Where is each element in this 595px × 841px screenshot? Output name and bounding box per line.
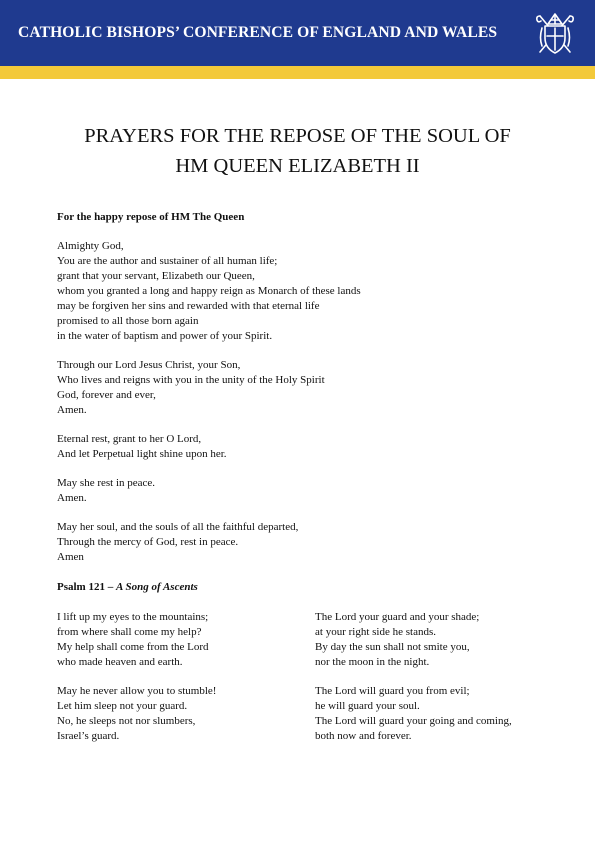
- prayer-line: Through the mercy of God, rest in peace.: [57, 536, 239, 548]
- prayer-line: Through our Lord Jesus Christ, your Son,: [57, 359, 241, 371]
- prayer-line: God, forever and ever,: [57, 389, 156, 401]
- psalm-heading: [57, 580, 198, 595]
- prayer-line: promised to all those born again: [57, 315, 199, 327]
- psalm-left-stanza-2: [57, 684, 216, 744]
- psalm-line: The Lord will guard your going and coming,: [315, 715, 512, 727]
- psalm-left-stanza-1: [57, 610, 209, 670]
- psalm-line: he will guard your soul.: [315, 700, 420, 712]
- psalm-line: Israel’s guard.: [57, 730, 120, 742]
- prayer-line: May she rest in peace.: [57, 477, 156, 489]
- prayer-stanza-2: [57, 358, 325, 418]
- document-title: [0, 121, 595, 181]
- psalm-line: I lift up my eyes to the mountains;: [57, 611, 209, 623]
- psalm-line: from where shall come my help?: [57, 626, 202, 638]
- psalm-heading-title: Psalm 121 –: [57, 581, 116, 593]
- psalm-right-stanza-2: [315, 684, 512, 744]
- prayer-line: And let Perpetual light shine upon her.: [57, 448, 227, 460]
- organization-name: CATHOLIC BISHOPS’ CONFERENCE OF ENGLAND AND WALES: [18, 24, 498, 41]
- psalm-line: at your right side he stands.: [315, 626, 436, 638]
- prayer-line: You are the author and sustainer of all human life;: [57, 255, 278, 267]
- prayer-stanza-3: [57, 432, 227, 462]
- prayer-line: grant that your servant, Elizabeth our Queen,: [57, 270, 255, 282]
- psalm-line: who made heaven and earth.: [57, 656, 183, 668]
- document-title-line-2: HM QUEEN ELIZABETH II: [175, 155, 420, 177]
- header-stripe: [0, 66, 595, 79]
- prayer-heading: For the happy repose of HM The Queen: [57, 211, 245, 223]
- psalm-line: My help shall come from the Lord: [57, 641, 209, 653]
- document-title-line-1: PRAYERS FOR THE REPOSE OF THE SOUL OF: [84, 125, 511, 147]
- psalm-line: nor the moon in the night.: [315, 656, 430, 668]
- psalm-line: No, he sleeps not nor slumbers,: [57, 715, 196, 727]
- prayer-line: May her soul, and the souls of all the faithful departed,: [57, 521, 299, 533]
- prayer-line: Almighty God,: [57, 240, 124, 252]
- psalm-line: May he never allow you to stumble!: [57, 685, 217, 697]
- prayer-stanza-4: [57, 476, 155, 506]
- psalm-line: Let him sleep not your guard.: [57, 700, 188, 712]
- prayer-line: Amen: [57, 551, 84, 563]
- prayer-stanza-5: [57, 520, 298, 565]
- prayer-line: may be forgiven her sins and rewarded with that eternal life: [57, 300, 320, 312]
- psalm-line: The Lord your guard and your shade;: [315, 611, 480, 623]
- prayer-line: Amen.: [57, 404, 87, 416]
- psalm-line: By day the sun shall not smite you,: [315, 641, 470, 653]
- psalm-line: The Lord will guard you from evil;: [315, 685, 470, 697]
- psalm-right-stanza-1: [315, 610, 479, 670]
- prayer-stanza-1: [57, 239, 361, 344]
- prayer-line: Amen.: [57, 492, 87, 504]
- psalm-line: both now and forever.: [315, 730, 412, 742]
- prayer-line: in the water of baptism and power of your Spirit.: [57, 330, 273, 342]
- psalm-heading-subtitle: A Song of Ascents: [115, 581, 198, 593]
- bishops-conference-crest-icon: [530, 8, 580, 56]
- prayer-line: whom you granted a long and happy reign as Monarch of these lands: [57, 285, 361, 297]
- prayer-line: Who lives and reigns with you in the unity of the Holy Spirit: [57, 374, 325, 386]
- header-band: [0, 0, 595, 66]
- prayer-line: Eternal rest, grant to her O Lord,: [57, 433, 202, 445]
